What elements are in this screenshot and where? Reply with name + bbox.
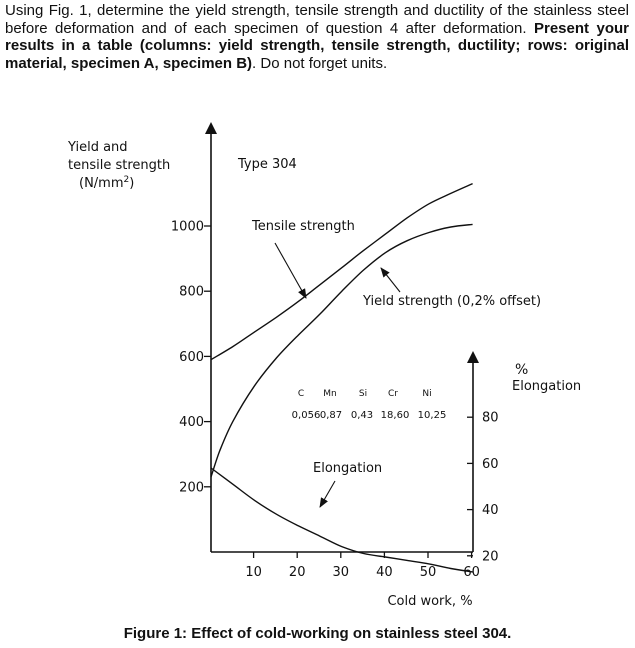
- tensile-strength-curve: [211, 184, 473, 360]
- composition-value: 0,87: [319, 410, 343, 421]
- left-tick-label: 600: [179, 349, 204, 365]
- right-tick-label: 40: [482, 503, 499, 519]
- composition-value: 10,25: [417, 410, 447, 421]
- composition-element: Mn: [323, 389, 337, 399]
- x-tick-label: 50: [419, 565, 437, 580]
- right-tick-label: 20: [482, 549, 499, 565]
- elongation-pointer-arrow: [320, 481, 335, 507]
- x-axis-ticks: [245, 552, 480, 580]
- elongation-curve: [211, 468, 473, 572]
- composition-element: C: [297, 389, 305, 399]
- tensile-strength-label: Tensile strength: [252, 219, 355, 234]
- x-tick-label: 60: [463, 565, 480, 580]
- right-axis-label: Elongation: [512, 379, 582, 394]
- x-tick-label: 20: [288, 565, 306, 580]
- composition-value: 0,056: [291, 410, 321, 421]
- x-tick-label: 40: [376, 565, 393, 580]
- right-axis-arrow: [467, 351, 479, 363]
- question-outro: . Do not forget units.: [252, 54, 388, 72]
- left-tick-label: 1000: [170, 219, 204, 235]
- material-label: Type 304: [238, 157, 297, 172]
- x-axis-label: Cold work, %: [387, 594, 473, 609]
- yield-pointer-arrow: [381, 268, 400, 292]
- left-axis-arrow: [205, 122, 217, 134]
- left-tick-label: 400: [179, 415, 204, 431]
- elongation-label: Elongation: [313, 461, 383, 476]
- yield-strength-label: Yield strength (0,2% offset): [363, 294, 542, 309]
- left-tick-label: 200: [179, 480, 204, 496]
- right-tick-label: 80: [482, 410, 499, 426]
- x-tick-label: 30: [332, 565, 350, 580]
- chart-series: [211, 184, 473, 572]
- yield-strength-curve: [211, 224, 473, 477]
- left-axis-label-line1: Yield and: [68, 140, 128, 155]
- composition-element: Ni: [422, 389, 432, 399]
- question-intro: Using Fig. 1, determine the yield strength, tensile strength and ductility of the stainless steel before deformation and of each specimen of question 4 after deformation.: [5, 2, 629, 37]
- right-axis-percent: %: [515, 362, 529, 378]
- left-axis-unit: [79, 175, 134, 191]
- right-axis-ticks: [467, 411, 499, 565]
- composition-element: Cr: [388, 389, 398, 399]
- tensile-pointer-arrow: [275, 243, 306, 298]
- composition-table: [292, 389, 447, 421]
- x-tick-label: 10: [245, 565, 262, 580]
- left-axis-unit-prefix: (N/mm: [79, 176, 124, 191]
- left-axis-unit-suffix: ): [129, 176, 135, 191]
- left-axis-unit-sup: 2: [123, 175, 130, 185]
- question-bold-instruction: Present your results in a table (columns: yield strength, tensile strength, ductility; rows: original material, specimen A, specimen B): [5, 19, 629, 72]
- left-axis-label-line2: tensile strength: [68, 158, 171, 173]
- figure-caption: Figure 1: Effect of cold-working on stainless steel 304.: [123, 625, 512, 642]
- composition-value: 18,60: [380, 410, 410, 421]
- composition-value: 0,43: [350, 410, 374, 421]
- left-axis-ticks: [171, 220, 211, 496]
- right-tick-label: 60: [482, 456, 499, 472]
- composition-element: Si: [358, 389, 368, 399]
- left-tick-label: 800: [179, 284, 204, 300]
